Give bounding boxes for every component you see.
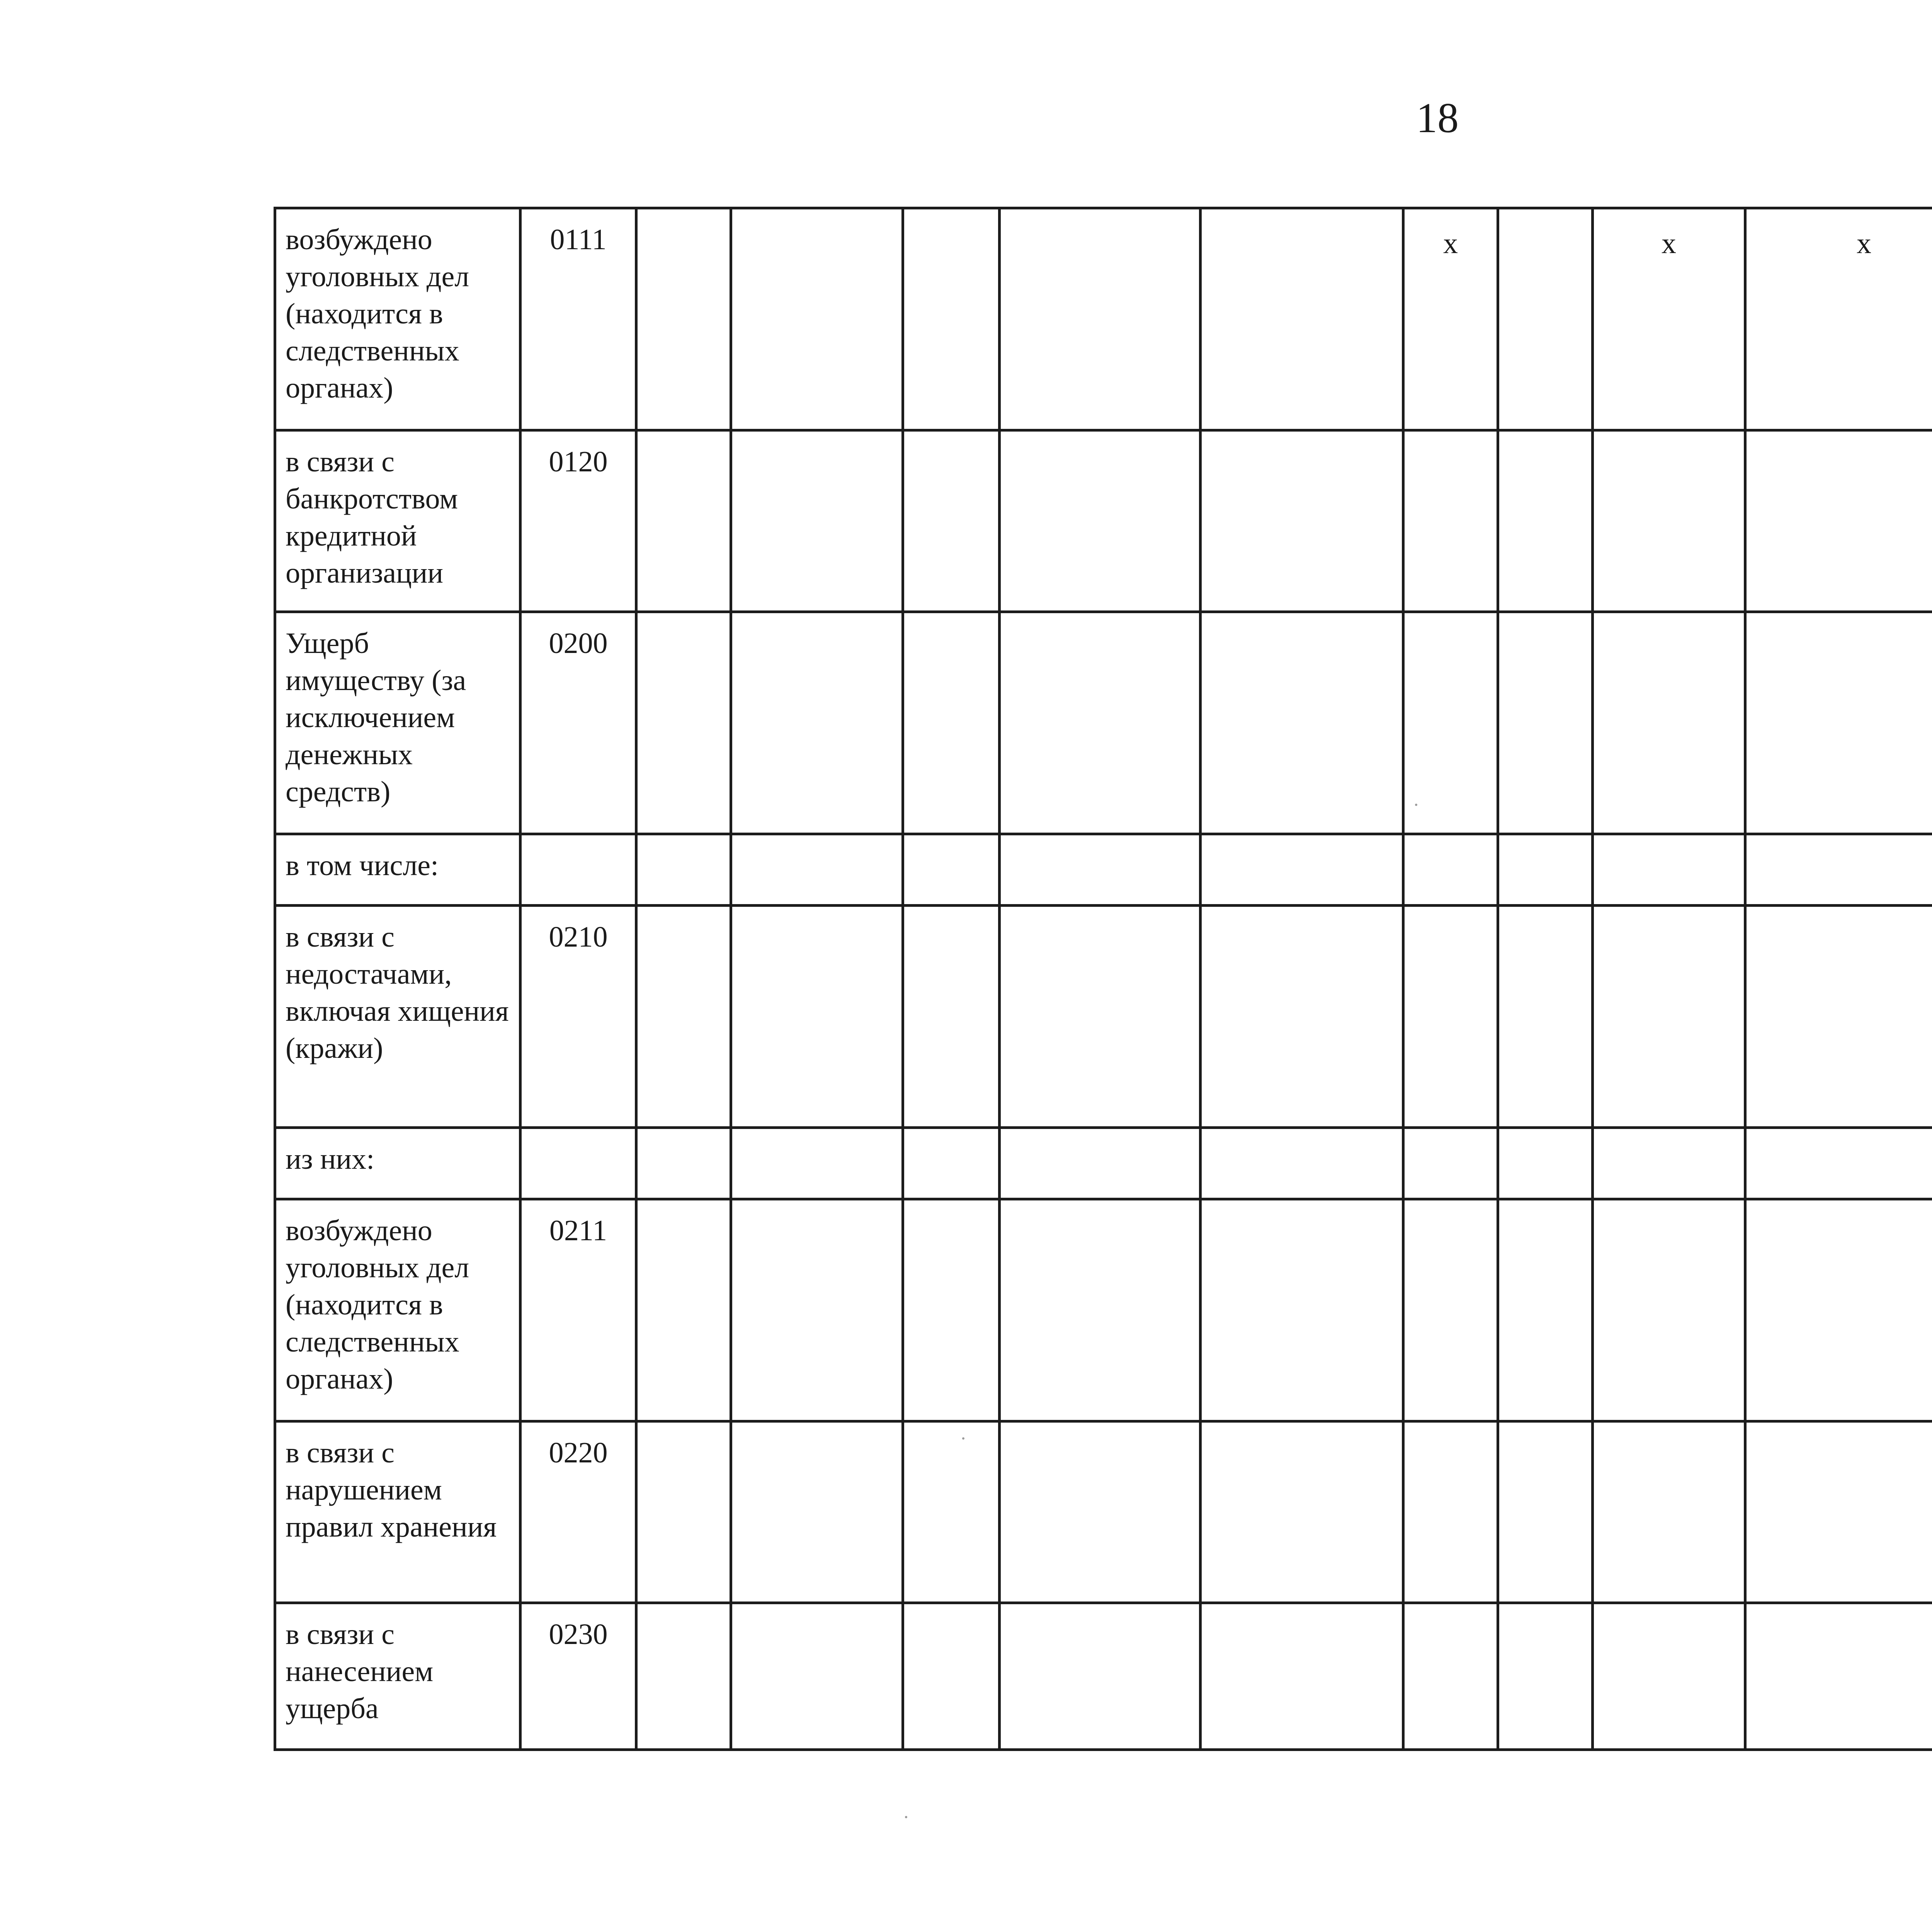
data-cell: x [1403, 208, 1498, 430]
data-cell [1593, 1603, 1745, 1750]
data-cell [903, 430, 1000, 612]
data-cell [1403, 612, 1498, 834]
data-cell [731, 1199, 903, 1421]
data-cell [731, 1603, 903, 1750]
table-row [275, 1199, 1932, 1421]
data-cell [1000, 906, 1201, 1128]
data-cell [731, 834, 903, 906]
data-cell [903, 208, 1000, 430]
data-cell [1593, 612, 1745, 834]
row-label: в связи с нарушением правил хранения [275, 1421, 520, 1603]
data-cell [1498, 1603, 1593, 1750]
table-body [275, 208, 1932, 1750]
row-code: 0210 [520, 906, 636, 1128]
data-cell [1000, 1421, 1201, 1603]
data-cell [903, 612, 1000, 834]
row-code: 0120 [520, 430, 636, 612]
data-cell [1201, 1603, 1403, 1750]
data-cell [1000, 612, 1201, 834]
row-label: возбуждено уголовных дел (находится в следственных органах) [275, 208, 520, 430]
row-label: в связи с нанесением ущерба [275, 1603, 520, 1750]
data-cell [1745, 834, 1932, 906]
data-cell [1745, 1421, 1932, 1603]
data-cell [1201, 1128, 1403, 1199]
row-code [520, 1128, 636, 1199]
row-code: 0220 [520, 1421, 636, 1603]
table-row [275, 834, 1932, 906]
data-cell [1000, 1128, 1201, 1199]
data-cell [1498, 906, 1593, 1128]
data-cell [636, 1128, 731, 1199]
data-cell [731, 1421, 903, 1603]
data-cell [731, 208, 903, 430]
data-cell [731, 430, 903, 612]
row-code [520, 834, 636, 906]
data-cell [1403, 1128, 1498, 1199]
row-code: 0200 [520, 612, 636, 834]
data-cell [1201, 1421, 1403, 1603]
data-cell [1593, 1421, 1745, 1603]
page-number: 18 [1416, 94, 1459, 141]
data-cell [1000, 208, 1201, 430]
data-cell [1498, 1421, 1593, 1603]
data-cell [1745, 1603, 1932, 1750]
data-cell [1201, 208, 1403, 430]
data-cell [1498, 430, 1593, 612]
data-cell [636, 1421, 731, 1603]
table-row [275, 208, 1932, 430]
data-cell [1498, 612, 1593, 834]
row-code: 0230 [520, 1603, 636, 1750]
data-cell [1403, 430, 1498, 612]
data-cell [731, 1128, 903, 1199]
row-label: возбуждено уголовных дел (находится в следственных органах) [275, 1199, 520, 1421]
data-cell [636, 906, 731, 1128]
data-cell [903, 1421, 1000, 1603]
data-cell [1403, 1603, 1498, 1750]
scan-speck [905, 1816, 907, 1818]
data-cell [903, 1199, 1000, 1421]
row-label: из них: [275, 1128, 520, 1199]
data-cell [1593, 430, 1745, 612]
row-label: в том числе: [275, 834, 520, 906]
data-cell [1000, 1199, 1201, 1421]
data-cell [1745, 430, 1932, 612]
data-cell [1593, 906, 1745, 1128]
data-cell [903, 834, 1000, 906]
data-cell [1498, 1128, 1593, 1199]
row-label: в связи с недостачами, включая хищения (кражи) [275, 906, 520, 1128]
data-cell [1593, 1128, 1745, 1199]
data-cell [1745, 1128, 1932, 1199]
table-row [275, 612, 1932, 834]
data-cell [1201, 430, 1403, 612]
data-cell [1403, 1421, 1498, 1603]
data-cell [731, 906, 903, 1128]
row-code: 0211 [520, 1199, 636, 1421]
data-cell [636, 1603, 731, 1750]
table-row [275, 1128, 1932, 1199]
data-cell [1593, 834, 1745, 906]
data-cell [1498, 1199, 1593, 1421]
data-cell [636, 430, 731, 612]
table-row [275, 1603, 1932, 1750]
data-cell [636, 834, 731, 906]
data-cell [903, 906, 1000, 1128]
data-cell [1000, 1603, 1201, 1750]
data-cell [636, 612, 731, 834]
table-row [275, 430, 1932, 612]
data-cell [1593, 1199, 1745, 1421]
data-cell [1403, 906, 1498, 1128]
data-cell [1201, 834, 1403, 906]
data-cell: x [1593, 208, 1745, 430]
scan-speck [1415, 804, 1417, 806]
data-cell [1000, 834, 1201, 906]
row-label: в связи с банкротством кредитной организации [275, 430, 520, 612]
data-cell [1498, 208, 1593, 430]
data-cell [1745, 906, 1932, 1128]
table-row [275, 1421, 1932, 1603]
scan-speck [962, 1437, 964, 1440]
row-label: Ущерб имуществу (за исключением денежных средств) [275, 612, 520, 834]
table-row [275, 906, 1932, 1128]
row-code: 0111 [520, 208, 636, 430]
data-cell [1201, 1199, 1403, 1421]
data-cell [1403, 834, 1498, 906]
data-cell [903, 1603, 1000, 1750]
data-cell [1201, 906, 1403, 1128]
data-cell [731, 612, 903, 834]
data-cell [1201, 612, 1403, 834]
data-cell [1745, 1199, 1932, 1421]
report-table [274, 207, 1932, 1751]
data-cell [1403, 1199, 1498, 1421]
data-cell [903, 1128, 1000, 1199]
data-cell [636, 208, 731, 430]
data-cell [1745, 612, 1932, 834]
data-cell [1498, 834, 1593, 906]
data-cell [1000, 430, 1201, 612]
data-cell [636, 1199, 731, 1421]
data-cell: x [1745, 208, 1932, 430]
